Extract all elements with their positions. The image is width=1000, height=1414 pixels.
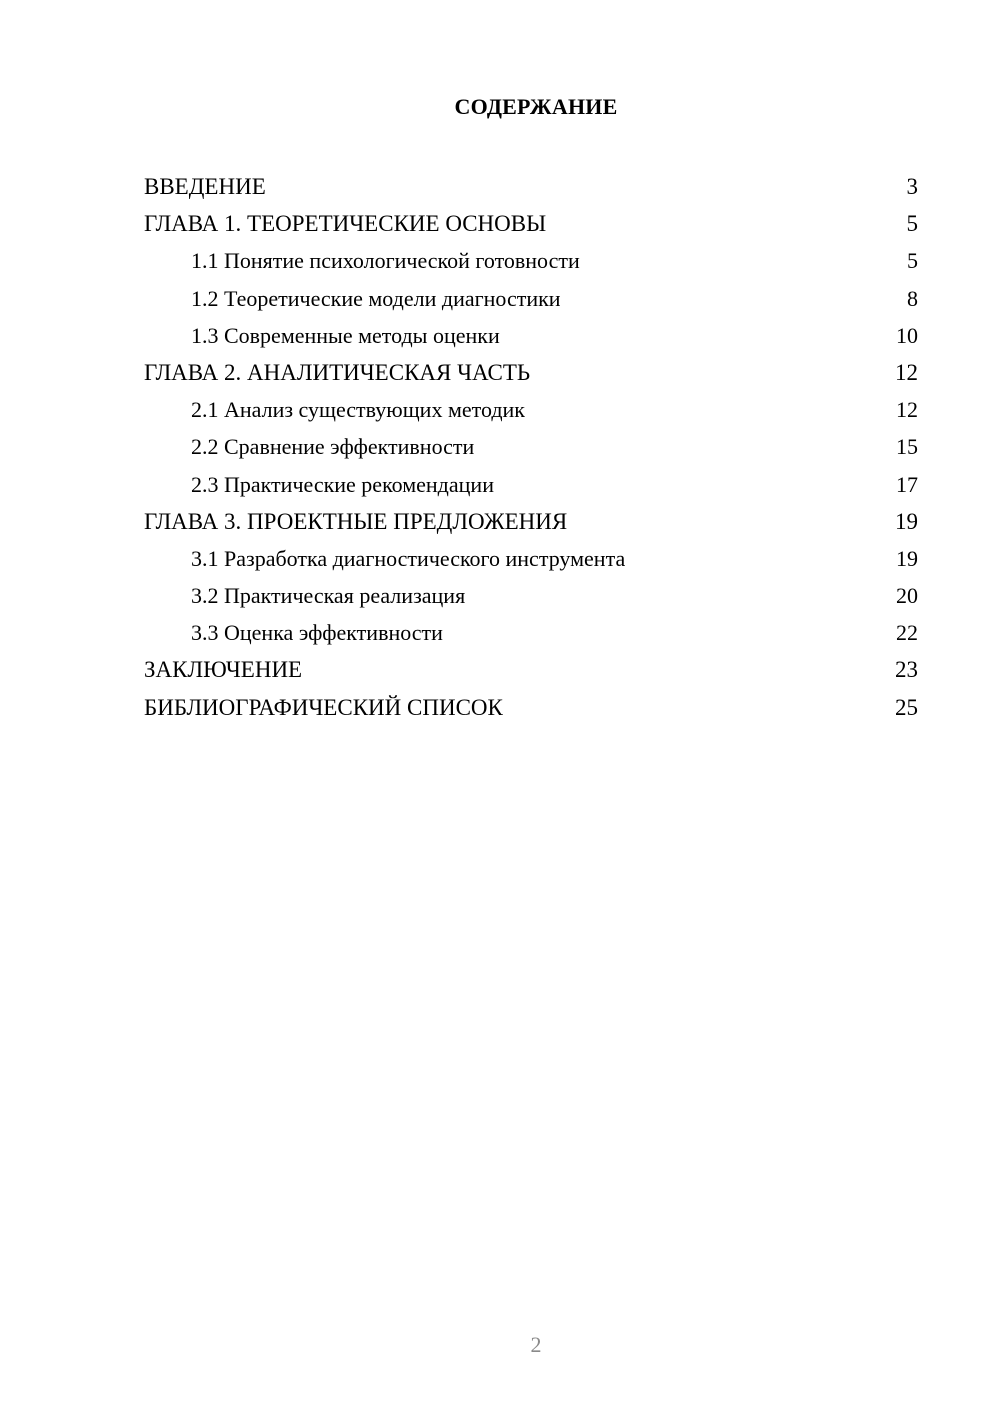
toc-entry-page: 15 (896, 434, 918, 460)
toc-section-entry (144, 466, 918, 503)
toc-section-entry (144, 280, 918, 317)
toc-section-entry (144, 428, 918, 465)
toc-section-entry (144, 242, 918, 279)
toc-entry-label: БИБЛИОГРАФИЧЕСКИЙ СПИСОК (144, 694, 503, 720)
toc-entry-page: 17 (896, 471, 918, 497)
toc-chapter-entry (144, 354, 918, 391)
toc-entry-label: 2.3 Практические рекомендации (191, 471, 494, 497)
toc-entry-label: 1.1 Понятие психологической готовности (191, 248, 580, 274)
toc-chapter-entry (144, 168, 918, 205)
toc-chapter-entry (144, 651, 918, 688)
toc-entry-page: 5 (907, 248, 918, 274)
toc-entry-page: 12 (895, 359, 918, 385)
toc-entry-page: 19 (896, 545, 918, 571)
toc-entry-page: 12 (896, 397, 918, 423)
toc-section-entry (144, 540, 918, 577)
toc-entry-label: ГЛАВА 2. АНАЛИТИЧЕСКАЯ ЧАСТЬ (144, 359, 531, 385)
toc-entry-label: 2.2 Сравнение эффективности (191, 434, 475, 460)
page-title: СОДЕРЖАНИЕ (454, 94, 618, 119)
toc-entry-page: 5 (906, 211, 918, 237)
toc-entry-label: ЗАКЛЮЧЕНИЕ (144, 657, 303, 683)
toc-entry-label: 3.2 Практическая реализация (191, 583, 466, 609)
toc-entry-page: 19 (895, 508, 918, 534)
toc-section-entry (144, 391, 918, 428)
toc-entry-label: ГЛАВА 3. ПРОЕКТНЫЕ ПРЕДЛОЖЕНИЯ (144, 508, 568, 534)
toc-entry-page: 10 (896, 322, 918, 348)
table-of-contents (144, 168, 918, 726)
toc-entry-label: 2.1 Анализ существующих методик (191, 397, 525, 423)
toc-section-entry (144, 577, 918, 614)
toc-entry-label: 3.3 Оценка эффективности (191, 620, 443, 646)
toc-chapter-entry (144, 503, 918, 540)
toc-entry-label: ВВЕДЕНИЕ (144, 174, 266, 199)
toc-entry-page: 3 (906, 174, 918, 199)
toc-entry-label: 1.3 Современные методы оценки (191, 322, 500, 348)
page-number: 2 (530, 1332, 542, 1357)
toc-section-entry (144, 614, 918, 651)
toc-entry-label: 1.2 Теоретические модели диагностики (191, 285, 561, 311)
toc-chapter-entry (144, 689, 918, 726)
toc-entry-page: 25 (895, 694, 918, 720)
toc-entry-page: 20 (896, 583, 918, 609)
toc-entry-label: ГЛАВА 1. ТЕОРЕТИЧЕСКИЕ ОСНОВЫ (144, 211, 547, 237)
toc-entry-page: 22 (896, 620, 918, 646)
toc-entry-page: 23 (895, 657, 918, 683)
toc-entry-page: 8 (907, 285, 918, 311)
toc-section-entry (144, 317, 918, 354)
toc-entry-label: 3.1 Разработка диагностического инструмента (191, 545, 626, 571)
toc-chapter-entry (144, 205, 918, 242)
